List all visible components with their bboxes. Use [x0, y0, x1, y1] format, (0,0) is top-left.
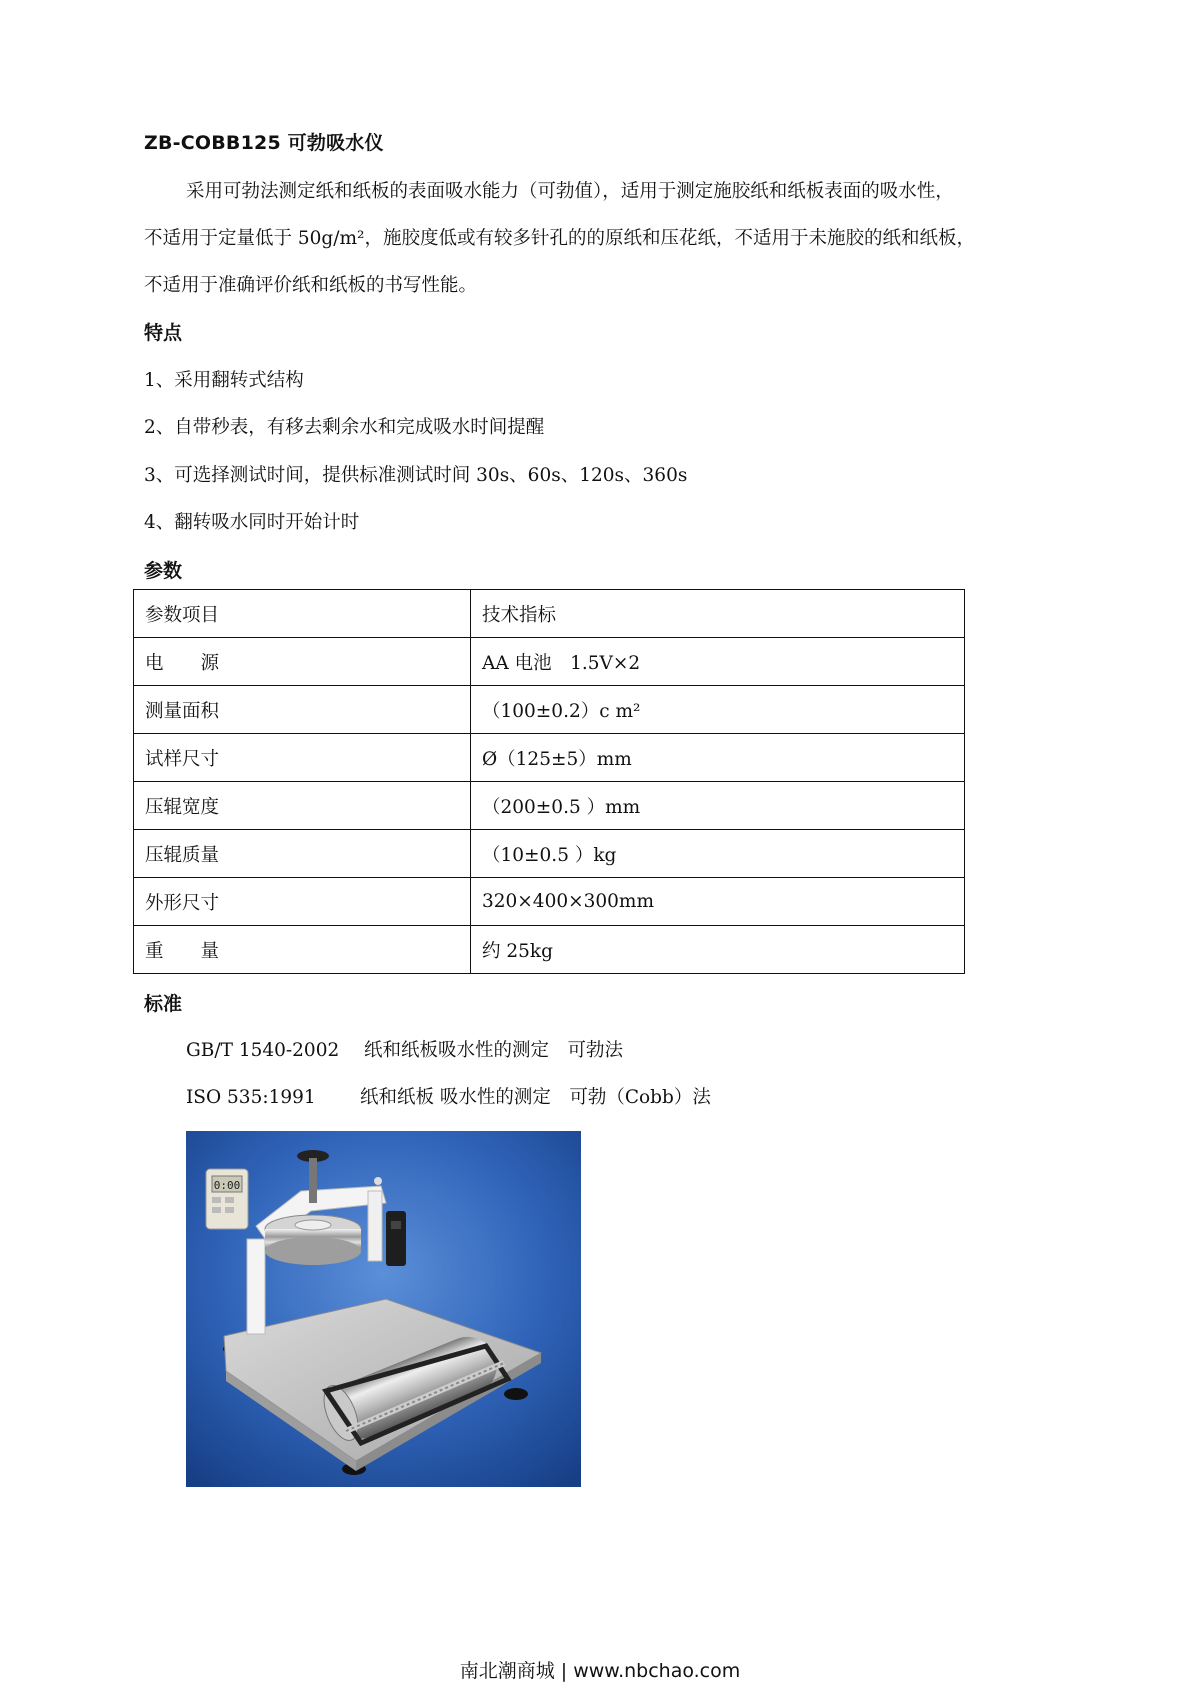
- standards-heading: 标准: [144, 993, 183, 1015]
- feature-item: 1、采用翻转式结构: [144, 370, 304, 391]
- features-heading: 特点: [144, 322, 183, 344]
- standard-desc: 纸和纸板吸水性的测定 可勃法: [364, 1040, 624, 1061]
- intro-paragraph: [144, 168, 1074, 309]
- param-value: （10±0.5 ）kg: [471, 830, 965, 878]
- table-row: [134, 686, 965, 734]
- table-row: [134, 926, 965, 974]
- intro-line: 不适用于定量低于 50g/m²，施胶度低或有较多针孔的的原纸和压花纸，不适用于未施胶的纸和纸板，: [144, 228, 975, 249]
- table-row: [134, 638, 965, 686]
- feature-item: 4、翻转吸水同时开始计时: [144, 512, 360, 533]
- param-name: 压辊质量: [134, 830, 471, 878]
- product-title: ZB-COBB125 可勃吸水仪: [144, 132, 384, 154]
- param-value: AA 电池 1.5V×2: [471, 638, 965, 686]
- param-name: 外形尺寸: [134, 878, 471, 926]
- table-header-cell: 参数项目: [134, 590, 471, 638]
- intro-line: 不适用于准确评价纸和纸板的书写性能。: [144, 275, 478, 296]
- param-value: （200±0.5 ）mm: [471, 782, 965, 830]
- table-row: [134, 878, 965, 926]
- param-name: 压辊宽度: [134, 782, 471, 830]
- table-header-row: [134, 590, 965, 638]
- feature-item: 3、可选择测试时间，提供标准测试时间 30s、60s、120s、360s: [144, 465, 688, 486]
- standard-code: ISO 535:1991: [186, 1087, 316, 1108]
- param-name: 试样尺寸: [134, 734, 471, 782]
- footer: 南北潮商城 | www.nbchao.com: [459, 1660, 741, 1682]
- params-heading: 参数: [144, 560, 183, 582]
- timer-display: 0:00: [213, 1179, 241, 1192]
- standard-code: GB/T 1540-2002: [186, 1040, 340, 1061]
- params-table: [133, 589, 965, 974]
- table-row: [134, 734, 965, 782]
- param-name: 测量面积: [134, 686, 471, 734]
- param-value: （100±0.2）c m²: [471, 686, 965, 734]
- param-value: 320×400×300mm: [471, 878, 965, 926]
- param-name: 重 量: [134, 926, 471, 974]
- standard-item: [186, 1083, 711, 1109]
- intro-line: 采用可勃法测定纸和纸板的表面吸水能力（可勃值），适用于测定施胶纸和纸板表面的吸水性，: [186, 181, 954, 202]
- table-header-cell: 技术指标: [471, 590, 965, 638]
- product-photo: [186, 1131, 581, 1487]
- standard-desc: 纸和纸板 吸水性的测定 可勃（Cobb）法: [360, 1087, 711, 1108]
- standard-item: [186, 1036, 623, 1062]
- feature-item: 2、自带秒表，有移去剩余水和完成吸水时间提醒: [144, 417, 545, 438]
- table-row: [134, 830, 965, 878]
- param-value: 约 25kg: [471, 926, 965, 974]
- param-name: 电 源: [134, 638, 471, 686]
- table-row: [134, 782, 965, 830]
- param-value: Ø（125±5）mm: [471, 734, 965, 782]
